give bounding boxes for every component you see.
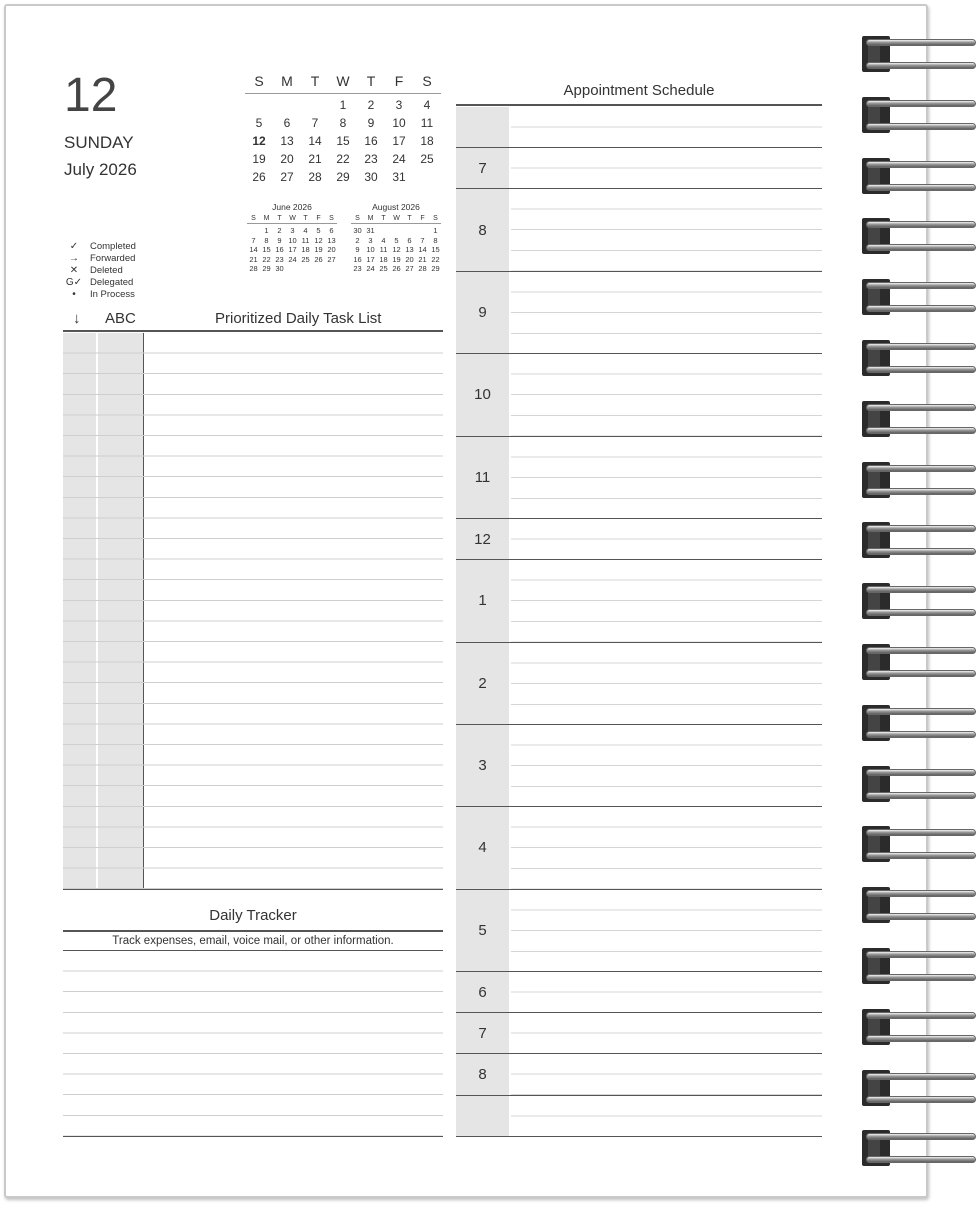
legend-symbol-icon: G✓ bbox=[65, 276, 83, 288]
calendar-day[interactable]: 18 bbox=[379, 254, 388, 264]
calendar-day[interactable]: 3 bbox=[368, 235, 373, 245]
calendar-day[interactable]: 14 bbox=[418, 245, 427, 254]
calendar-day[interactable]: 4 bbox=[381, 235, 386, 245]
calendar-weekday-header bbox=[245, 73, 441, 94]
calendar-day[interactable]: 21 bbox=[308, 152, 322, 166]
calendar-day[interactable]: 22 bbox=[262, 254, 271, 264]
calendar-day[interactable]: 1 bbox=[433, 226, 438, 235]
calendar-day[interactable]: 13 bbox=[327, 235, 336, 245]
calendar-day[interactable]: 22 bbox=[336, 152, 350, 166]
spiral-coil bbox=[862, 1130, 976, 1166]
spiral-coil bbox=[862, 218, 976, 254]
weekday-label: W bbox=[336, 73, 350, 89]
hour-label: 7 bbox=[456, 148, 510, 188]
appointment-lines[interactable] bbox=[511, 890, 822, 971]
next-month-calendar bbox=[351, 202, 441, 274]
weekday-label: T bbox=[303, 215, 308, 222]
legend-symbol-icon: → bbox=[69, 252, 79, 264]
prev-month-weekdays bbox=[247, 215, 337, 224]
calendar-day[interactable]: 1 bbox=[264, 226, 269, 235]
hour-label bbox=[456, 1096, 510, 1136]
weekday-label: T bbox=[407, 215, 412, 222]
spiral-coil bbox=[862, 766, 976, 802]
appointment-lines[interactable] bbox=[511, 643, 822, 724]
calendar-day[interactable]: 29 bbox=[336, 170, 350, 184]
calendar-day[interactable]: 4 bbox=[423, 98, 431, 112]
appointment-slot[interactable] bbox=[456, 189, 822, 271]
calendar-day[interactable]: 7 bbox=[251, 235, 256, 245]
calendar-day[interactable]: 27 bbox=[405, 264, 414, 273]
legend-symbol-icon: ✕ bbox=[69, 264, 79, 276]
weekday-label: T bbox=[366, 73, 376, 89]
legend-item bbox=[64, 276, 136, 288]
calendar-day[interactable]: 7 bbox=[311, 116, 319, 130]
weekday-label: S bbox=[355, 215, 360, 222]
weekday-label: F bbox=[394, 73, 404, 89]
calendar-day[interactable]: 29 bbox=[431, 264, 440, 273]
spiral-coil bbox=[862, 522, 976, 558]
calendar-day[interactable]: 23 bbox=[364, 152, 378, 166]
calendar-day bbox=[390, 226, 403, 236]
current-month-calendar bbox=[245, 73, 441, 185]
calendar-day[interactable]: 26 bbox=[392, 264, 401, 273]
appointment-lines[interactable] bbox=[511, 107, 822, 147]
appointment-slot[interactable] bbox=[456, 1013, 822, 1054]
calendar-day[interactable]: 22 bbox=[431, 254, 440, 264]
calendar-day[interactable]: 2 bbox=[277, 226, 282, 235]
calendar-day[interactable]: 16 bbox=[353, 254, 362, 264]
calendar-day[interactable]: 28 bbox=[249, 264, 258, 273]
calendar-day[interactable]: 4 bbox=[303, 226, 308, 235]
calendar-days bbox=[245, 98, 441, 185]
appointment-slot[interactable] bbox=[456, 354, 822, 436]
calendar-day[interactable]: 7 bbox=[420, 235, 425, 245]
appointment-lines[interactable] bbox=[511, 1013, 822, 1053]
prev-month-days bbox=[247, 226, 337, 274]
hour-label: 4 bbox=[456, 807, 510, 888]
hour-label: 8 bbox=[456, 189, 510, 270]
appointment-lines[interactable] bbox=[511, 272, 822, 353]
calendar-day[interactable]: 20 bbox=[327, 245, 336, 254]
calendar-day[interactable]: 18 bbox=[420, 134, 434, 148]
tracker-title: Daily Tracker bbox=[209, 907, 297, 924]
spiral-coil bbox=[862, 948, 976, 984]
calendar-day[interactable]: 25 bbox=[379, 264, 388, 273]
hour-label: 3 bbox=[456, 725, 510, 806]
appointment-slot[interactable] bbox=[456, 560, 822, 642]
weekday-label: W bbox=[289, 215, 296, 222]
prev-month-calendar bbox=[247, 202, 337, 274]
calendar-day[interactable]: 24 bbox=[392, 152, 406, 166]
hour-label: 9 bbox=[456, 272, 510, 353]
weekday-label: S bbox=[251, 215, 256, 222]
appointment-slot[interactable] bbox=[456, 972, 822, 1013]
calendar-day[interactable]: 10 bbox=[288, 235, 297, 245]
calendar-day[interactable]: 9 bbox=[355, 245, 360, 254]
calendar-day[interactable]: 8 bbox=[339, 116, 347, 130]
hour-label bbox=[456, 107, 510, 147]
hour-label: 11 bbox=[456, 437, 510, 518]
appointment-slot[interactable] bbox=[456, 272, 822, 354]
appointment-slot[interactable] bbox=[456, 643, 822, 725]
spiral-coil bbox=[862, 279, 976, 315]
legend-item bbox=[64, 240, 136, 252]
weekday-label: T bbox=[381, 215, 386, 222]
hour-label: 10 bbox=[456, 354, 510, 435]
spiral-coil bbox=[862, 401, 976, 437]
calendar-day[interactable]: 23 bbox=[275, 254, 284, 264]
calendar-day[interactable]: 30 bbox=[364, 170, 378, 184]
calendar-day[interactable]: 10 bbox=[366, 245, 375, 254]
calendar-day[interactable]: 31 bbox=[366, 226, 375, 235]
priority-arrow-icon: ↓ bbox=[73, 310, 81, 327]
weekday-label: T bbox=[277, 215, 282, 222]
weekday-label: M bbox=[367, 215, 374, 222]
appointment-lines[interactable] bbox=[511, 519, 822, 559]
status-legend bbox=[64, 240, 136, 300]
spiral-coil bbox=[862, 644, 976, 680]
calendar-day[interactable]: 29 bbox=[262, 264, 271, 273]
legend-symbol-icon: • bbox=[72, 288, 76, 300]
appointment-slot[interactable] bbox=[456, 890, 822, 972]
weekday-label: S bbox=[254, 73, 264, 89]
legend-label: Delegated bbox=[90, 276, 134, 288]
prev-month-title: June 2026 bbox=[272, 202, 312, 212]
calendar-day[interactable]: 2 bbox=[367, 98, 375, 112]
spiral-coil bbox=[862, 340, 976, 376]
calendar-day[interactable]: 17 bbox=[392, 134, 406, 148]
weekday-label: M bbox=[281, 73, 293, 89]
calendar-day[interactable]: 12 bbox=[392, 245, 401, 254]
weekday-label: F bbox=[316, 215, 321, 222]
appointment-lines[interactable] bbox=[511, 1096, 822, 1136]
calendar-day[interactable]: 16 bbox=[364, 134, 378, 148]
hour-label: 7 bbox=[456, 1013, 510, 1053]
hour-label: 2 bbox=[456, 643, 510, 724]
calendar-day[interactable]: 10 bbox=[392, 116, 406, 130]
calendar-day[interactable]: 8 bbox=[264, 235, 269, 245]
hour-label: 1 bbox=[456, 560, 510, 641]
calendar-day[interactable]: 20 bbox=[405, 254, 414, 264]
appointment-slot[interactable] bbox=[456, 725, 822, 807]
calendar-day[interactable]: 12 bbox=[252, 134, 266, 148]
abc-column-label: ABC bbox=[105, 310, 136, 327]
spiral-coil bbox=[862, 158, 976, 194]
next-month-weekdays bbox=[351, 215, 441, 224]
task-list-title: Prioritized Daily Task List bbox=[215, 310, 382, 327]
weekday-label: M bbox=[263, 215, 270, 222]
appointment-lines[interactable] bbox=[511, 354, 822, 435]
calendar-day[interactable]: 6 bbox=[407, 235, 412, 245]
weekday-label: S bbox=[433, 215, 438, 222]
calendar-day bbox=[273, 98, 301, 113]
appointment-lines[interactable] bbox=[511, 437, 822, 518]
spiral-coil bbox=[862, 1009, 976, 1045]
calendar-day bbox=[245, 98, 273, 113]
calendar-day[interactable]: 16 bbox=[275, 245, 284, 254]
spiral-coil bbox=[862, 97, 976, 133]
calendar-day[interactable]: 25 bbox=[420, 152, 434, 166]
calendar-day[interactable]: 3 bbox=[290, 226, 295, 235]
calendar-day[interactable]: 30 bbox=[353, 226, 362, 235]
calendar-day bbox=[247, 226, 260, 236]
calendar-day[interactable]: 28 bbox=[308, 170, 322, 184]
calendar-day[interactable]: 1 bbox=[339, 98, 347, 112]
month-year: July 2026 bbox=[64, 160, 137, 179]
spiral-coil bbox=[862, 583, 976, 619]
legend-label: Deleted bbox=[90, 264, 123, 276]
calendar-day[interactable]: 5 bbox=[316, 226, 321, 235]
calendar-day[interactable]: 15 bbox=[336, 134, 350, 148]
spiral-coil bbox=[862, 887, 976, 923]
spiral-coil bbox=[862, 705, 976, 741]
next-month-title: August 2026 bbox=[372, 202, 420, 212]
appointment-slot[interactable] bbox=[456, 107, 822, 148]
weekday-label: S bbox=[422, 73, 432, 89]
calendar-day[interactable]: 19 bbox=[252, 152, 266, 166]
appointment-lines[interactable] bbox=[511, 725, 822, 806]
spiral-coil bbox=[862, 462, 976, 498]
calendar-day[interactable]: 30 bbox=[275, 264, 284, 273]
day-number: 12 bbox=[64, 69, 118, 122]
appointment-lines[interactable] bbox=[511, 189, 822, 270]
tracker-lines[interactable] bbox=[63, 951, 443, 1137]
calendar-day[interactable]: 11 bbox=[420, 116, 434, 130]
calendar-day[interactable]: 6 bbox=[283, 116, 291, 130]
calendar-day[interactable]: 18 bbox=[301, 245, 310, 254]
calendar-day[interactable]: 14 bbox=[308, 134, 322, 148]
tracker-subtitle: Track expenses, email, voice mail, or other information. bbox=[63, 930, 443, 951]
task-list-grid[interactable] bbox=[63, 333, 443, 890]
weekday-label: T bbox=[310, 73, 320, 89]
calendar-day[interactable]: 21 bbox=[418, 254, 427, 264]
appointment-slot[interactable] bbox=[456, 437, 822, 519]
spiral-coil bbox=[862, 826, 976, 862]
calendar-day[interactable]: 14 bbox=[249, 245, 258, 254]
calendar-day[interactable]: 8 bbox=[433, 235, 438, 245]
calendar-day[interactable]: 11 bbox=[379, 245, 388, 254]
task-list-header bbox=[63, 308, 443, 332]
calendar-day[interactable]: 15 bbox=[431, 245, 440, 254]
appointment-slot[interactable] bbox=[456, 1096, 822, 1137]
calendar-day[interactable]: 19 bbox=[392, 254, 401, 264]
legend-item bbox=[64, 288, 136, 300]
calendar-day[interactable]: 25 bbox=[301, 254, 310, 264]
calendar-day[interactable]: 24 bbox=[288, 254, 297, 264]
calendar-day[interactable]: 20 bbox=[280, 152, 294, 166]
calendar-day[interactable]: 28 bbox=[418, 264, 427, 273]
calendar-day[interactable]: 9 bbox=[367, 116, 375, 130]
appointment-slot[interactable] bbox=[456, 519, 822, 560]
hour-label: 5 bbox=[456, 890, 510, 971]
task-lines[interactable] bbox=[63, 333, 443, 889]
spiral-coil bbox=[862, 36, 976, 72]
calendar-day[interactable]: 27 bbox=[327, 254, 336, 264]
calendar-day[interactable]: 15 bbox=[262, 245, 271, 254]
calendar-day[interactable]: 17 bbox=[288, 245, 297, 254]
calendar-day[interactable]: 5 bbox=[255, 116, 263, 130]
calendar-day[interactable]: 11 bbox=[301, 235, 310, 245]
hour-label: 8 bbox=[456, 1054, 510, 1094]
appointment-lines[interactable] bbox=[511, 972, 822, 1012]
calendar-day bbox=[416, 226, 429, 236]
calendar-day[interactable]: 6 bbox=[329, 226, 334, 235]
calendar-day[interactable]: 9 bbox=[277, 235, 282, 245]
day-name: SUNDAY bbox=[64, 133, 134, 152]
legend-item bbox=[64, 252, 136, 264]
calendar-day[interactable]: 23 bbox=[353, 264, 362, 273]
hour-label: 12 bbox=[456, 519, 510, 559]
legend-item bbox=[64, 264, 136, 276]
calendar-day[interactable]: 17 bbox=[366, 254, 375, 264]
calendar-day[interactable]: 24 bbox=[366, 264, 375, 273]
calendar-day[interactable]: 26 bbox=[252, 170, 266, 184]
appointment-slot[interactable] bbox=[456, 807, 822, 889]
weekday-label: F bbox=[420, 215, 425, 222]
calendar-day[interactable]: 21 bbox=[249, 254, 258, 264]
legend-symbol-icon: ✓ bbox=[69, 240, 79, 252]
appointment-schedule-title: Appointment Schedule bbox=[456, 82, 822, 106]
calendar-day[interactable]: 3 bbox=[395, 98, 403, 112]
calendar-day bbox=[403, 226, 416, 236]
calendar-day[interactable]: 13 bbox=[405, 245, 414, 254]
appointment-lines[interactable] bbox=[511, 560, 822, 641]
appointment-lines[interactable] bbox=[511, 807, 822, 888]
legend-label: Completed bbox=[90, 240, 136, 252]
calendar-day[interactable]: 19 bbox=[314, 245, 323, 254]
appointment-lines[interactable] bbox=[511, 148, 822, 188]
calendar-day bbox=[377, 226, 390, 236]
next-month-days bbox=[351, 226, 441, 274]
calendar-day[interactable]: 31 bbox=[392, 170, 406, 184]
weekday-label: W bbox=[393, 215, 400, 222]
calendar-day bbox=[301, 98, 329, 113]
calendar-day[interactable]: 26 bbox=[314, 254, 323, 264]
calendar-day[interactable]: 5 bbox=[394, 235, 399, 245]
appointment-slot[interactable] bbox=[456, 148, 822, 189]
appointment-schedule bbox=[456, 107, 822, 1137]
hour-label: 6 bbox=[456, 972, 510, 1012]
calendar-day[interactable]: 13 bbox=[280, 134, 294, 148]
spiral-coil bbox=[862, 1070, 976, 1106]
weekday-label: S bbox=[329, 215, 334, 222]
legend-label: Forwarded bbox=[90, 252, 136, 264]
calendar-day[interactable]: 12 bbox=[314, 235, 323, 245]
calendar-day[interactable]: 2 bbox=[355, 235, 360, 245]
legend-label: In Process bbox=[90, 288, 135, 300]
appointment-slot[interactable] bbox=[456, 1054, 822, 1095]
appointment-lines[interactable] bbox=[511, 1054, 822, 1094]
calendar-day[interactable]: 27 bbox=[280, 170, 294, 184]
